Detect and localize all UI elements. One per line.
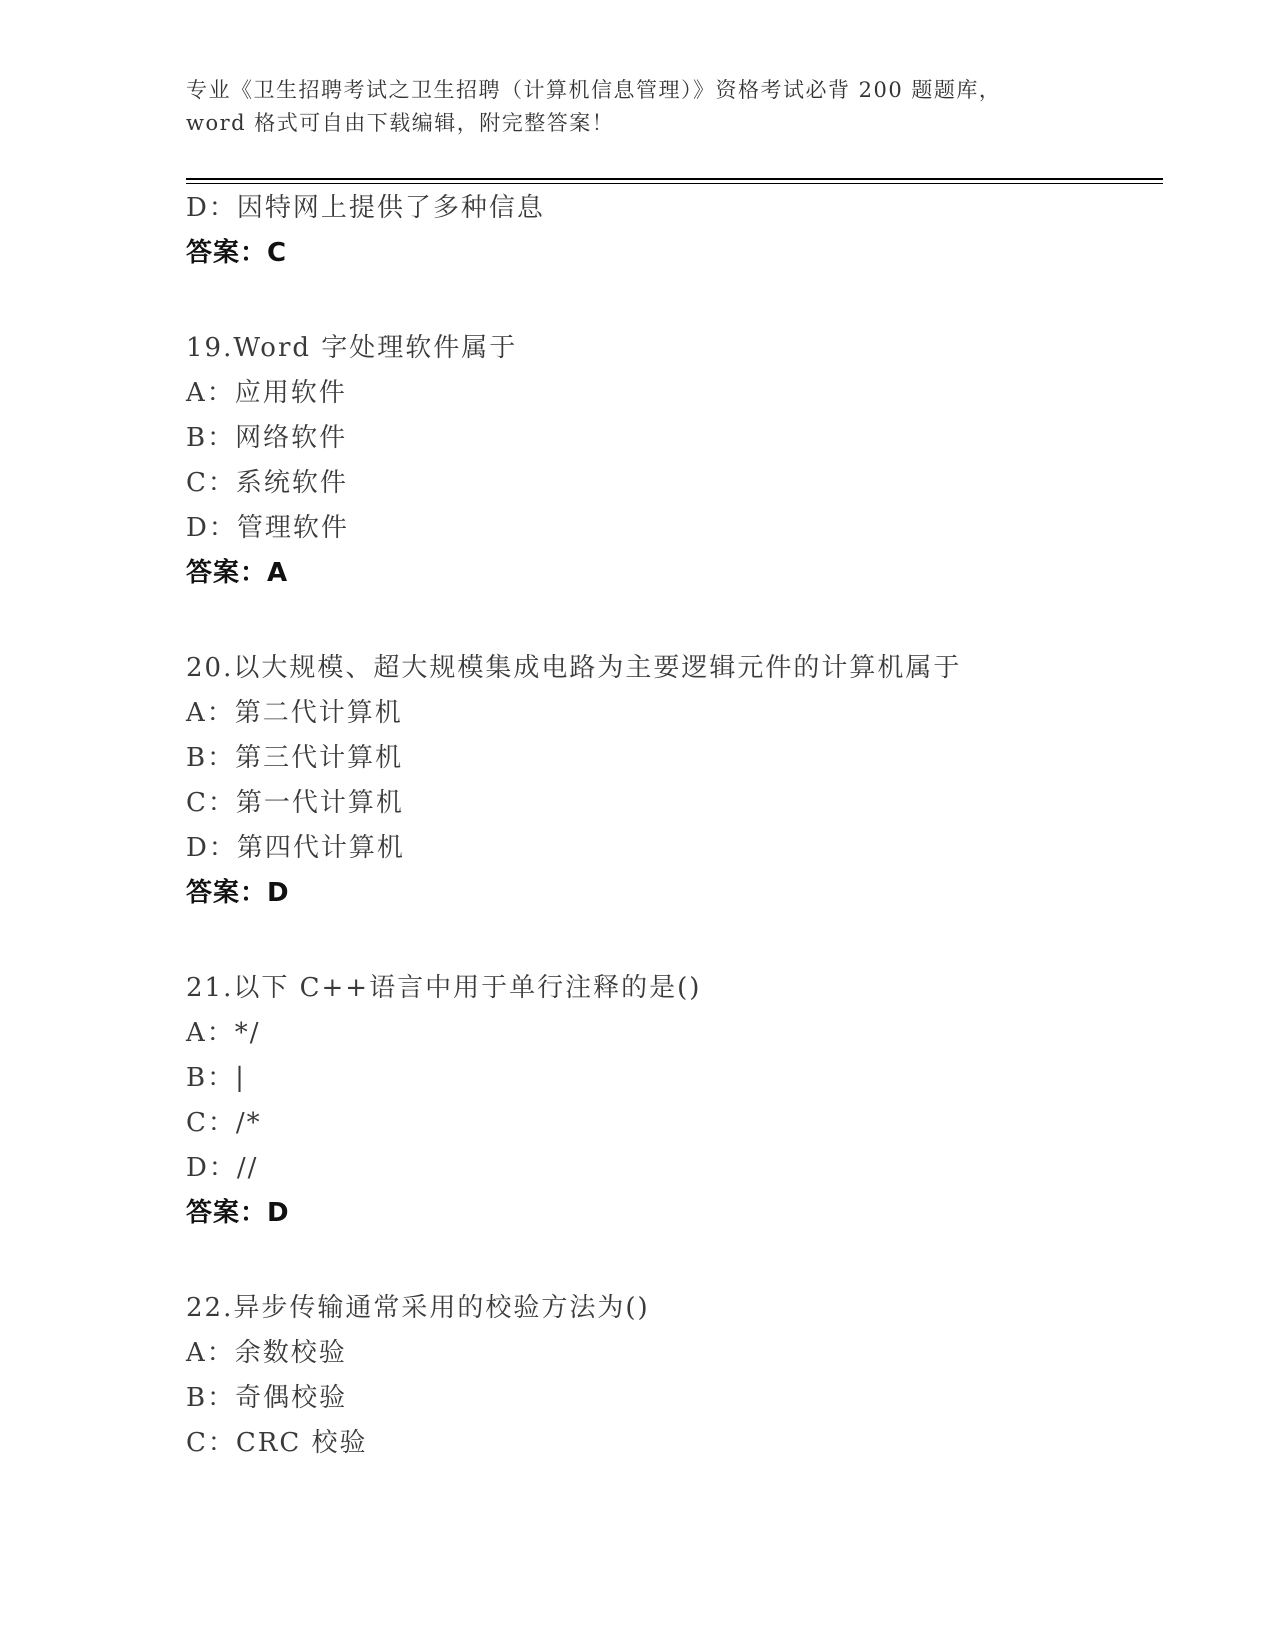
option-line: B：奇偶校验	[186, 1383, 348, 1413]
document-body	[186, 186, 1163, 1466]
option-line: B：|	[186, 1063, 246, 1093]
page-header	[186, 0, 1163, 184]
option-line: D：第四代计算机	[186, 833, 405, 863]
option-line: C：/*	[186, 1108, 262, 1138]
question-22	[186, 1286, 1163, 1466]
option-line: B：网络软件	[186, 423, 348, 453]
option-line: A：余数校验	[186, 1338, 347, 1368]
question-stem: 21.以下 C++语言中用于单行注释的是()	[186, 973, 702, 1003]
question-20	[186, 646, 1163, 916]
answer-line: 答案：A	[186, 558, 289, 588]
header-title-line2: word 格式可自由下载编辑，附完整答案！	[186, 111, 615, 135]
option-line: C：第一代计算机	[186, 788, 404, 818]
question-18-carryover	[186, 186, 1163, 276]
option-line: B：第三代计算机	[186, 743, 404, 773]
question-stem: 19.Word 字处理软件属于	[186, 333, 518, 363]
option-line: A：第二代计算机	[186, 698, 403, 728]
question-stem: 22.异步传输通常采用的校验方法为()	[186, 1293, 650, 1323]
answer-line: 答案：D	[186, 878, 290, 908]
option-line: A：应用软件	[186, 378, 347, 408]
question-19	[186, 326, 1163, 596]
option-line: C：系统软件	[186, 468, 348, 498]
option-line: D：因特网上提供了多种信息	[186, 193, 545, 223]
header-title-line1: 专业《卫生招聘考试之卫生招聘（计算机信息管理）》资格考试必背 200 题题库，	[186, 78, 1002, 102]
answer-line: 答案：D	[186, 1198, 290, 1228]
question-21	[186, 966, 1163, 1236]
option-line: A：*/	[186, 1018, 261, 1048]
option-line: C：CRC 校验	[186, 1428, 368, 1458]
header-divider-double-rule	[186, 178, 1163, 184]
option-line: D：管理软件	[186, 513, 349, 543]
answer-line: 答案：C	[186, 238, 288, 268]
question-stem: 20.以大规模、超大规模集成电路为主要逻辑元件的计算机属于	[186, 653, 962, 683]
option-line: D：//	[186, 1153, 259, 1183]
